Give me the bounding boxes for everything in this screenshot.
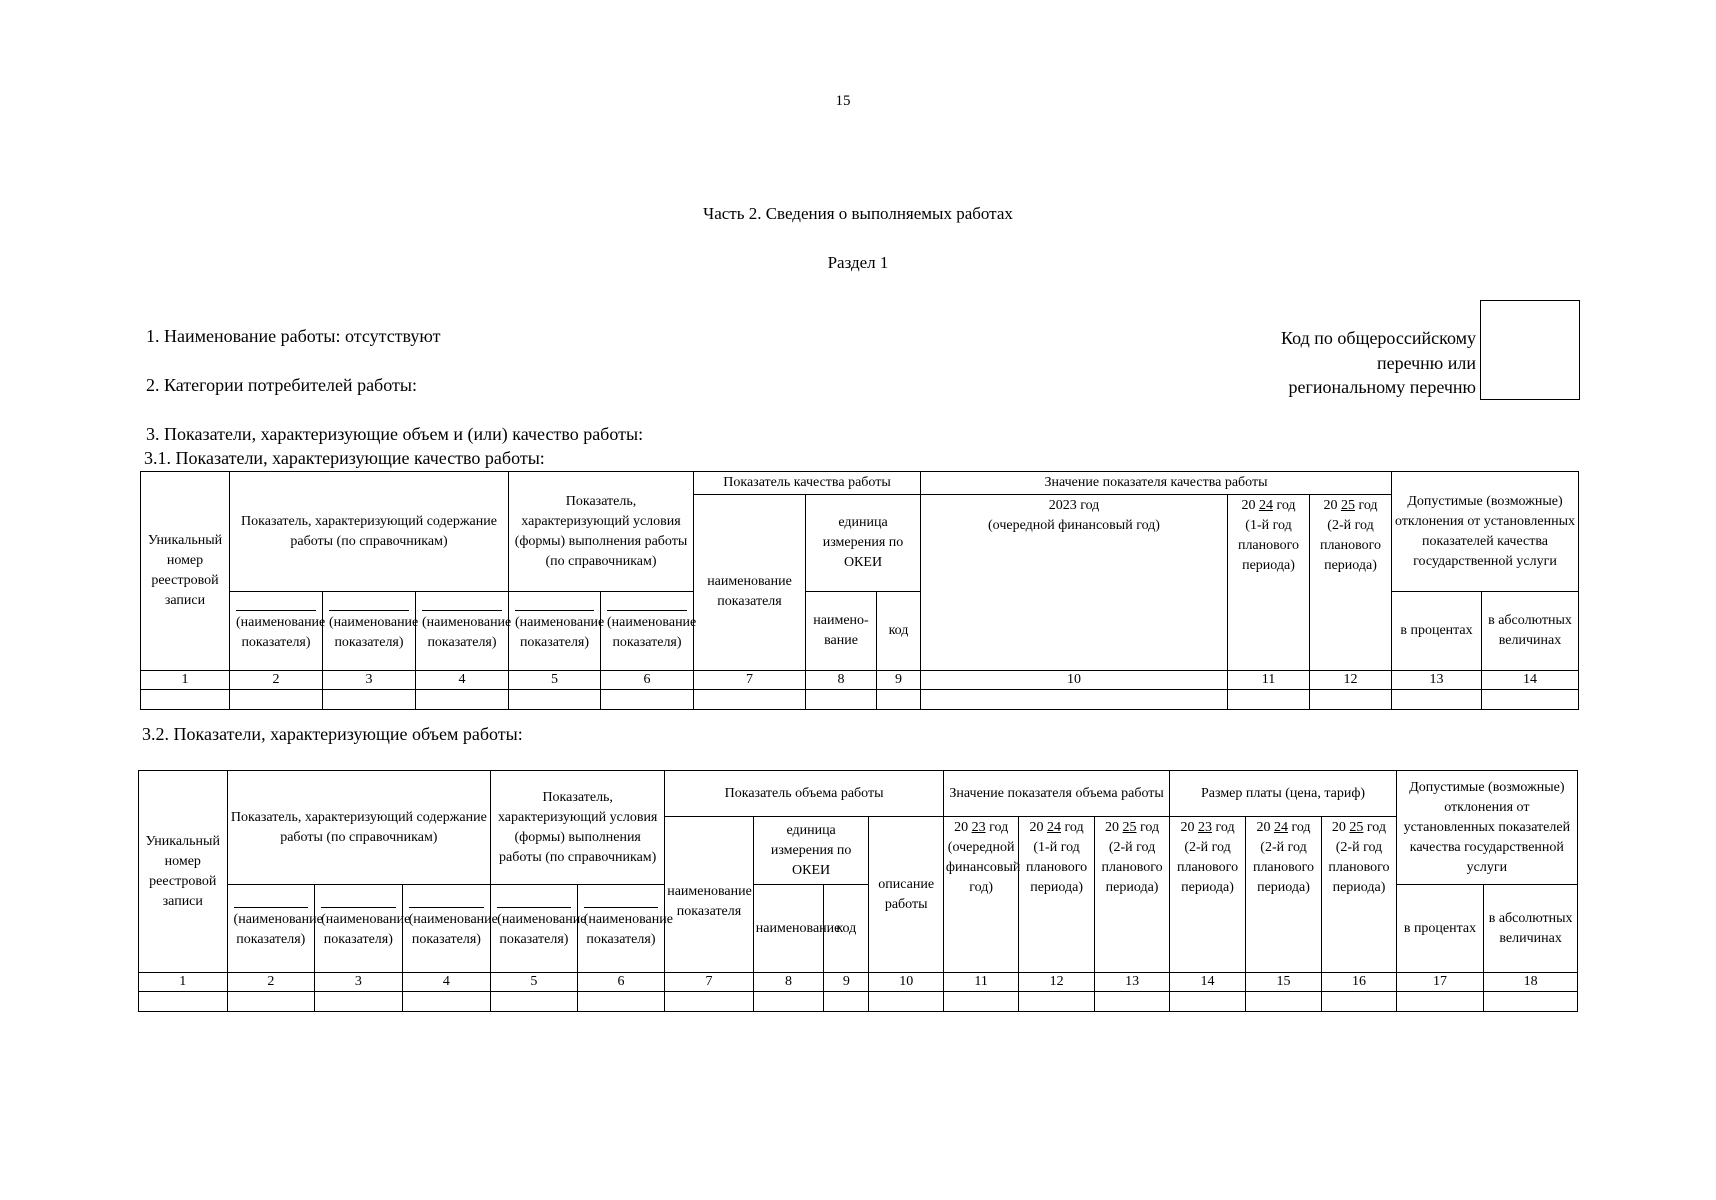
year-number: 24 bbox=[1047, 820, 1062, 835]
empty-cell[interactable] bbox=[491, 992, 578, 1012]
content-indicator-1-label: (наименование показателя) bbox=[234, 907, 309, 950]
content-indicator-2 bbox=[323, 592, 419, 671]
condition-indicator-2 bbox=[577, 885, 673, 973]
empty-cell[interactable] bbox=[1482, 690, 1579, 710]
okei-unit-header: единица измерения по ОКЕИ bbox=[806, 495, 921, 592]
year-2025-prefix: 20 bbox=[1323, 498, 1338, 513]
deviation-absolute-header: в абсолютных величинах bbox=[1482, 592, 1579, 671]
year-2025-note: (2-й год планового периода) bbox=[1319, 518, 1382, 573]
volume-indicators-table bbox=[138, 770, 1578, 1012]
column-number: 11 bbox=[943, 973, 1018, 992]
year-prefix: 20 bbox=[1331, 820, 1346, 835]
condition-indicator-1 bbox=[491, 885, 587, 973]
content-indicator-header: Показатель, характеризующий содержание работы (по справочникам) bbox=[230, 472, 509, 592]
empty-cell[interactable] bbox=[1392, 690, 1482, 710]
condition-indicator-1 bbox=[509, 592, 605, 671]
column-number: 12 bbox=[1310, 671, 1392, 690]
registry-code-label-line1: Код по общероссийскому bbox=[1281, 328, 1476, 348]
column-number: 8 bbox=[806, 671, 877, 690]
column-number: 17 bbox=[1396, 973, 1484, 992]
year-note: (2-й год планового периода) bbox=[1101, 840, 1163, 895]
work-description-header: описание работы bbox=[869, 817, 943, 973]
year-2024-prefix: 20 bbox=[1241, 498, 1256, 513]
year-number: 24 bbox=[1273, 820, 1288, 835]
indicators-line: 3. Показатели, характеризующие объем и (или) качество работы: bbox=[146, 424, 644, 444]
empty-cell[interactable] bbox=[1396, 992, 1484, 1012]
column-number-row bbox=[139, 973, 1578, 992]
column-number-row bbox=[141, 671, 1579, 690]
column-number: 2 bbox=[227, 973, 315, 992]
page-number: 15 bbox=[835, 93, 851, 109]
deviation-percent-header: в процентах bbox=[1392, 592, 1482, 671]
empty-cell[interactable] bbox=[877, 690, 921, 710]
value-year-2023-header bbox=[943, 817, 1021, 973]
content-indicator-2-label: (наименование показателя) bbox=[321, 907, 396, 950]
year-number: 23 bbox=[1197, 820, 1212, 835]
quality-indicator-header: Показатель качества работы bbox=[694, 472, 921, 495]
empty-cell[interactable] bbox=[1228, 690, 1310, 710]
empty-cell[interactable] bbox=[577, 992, 665, 1012]
empty-cell[interactable] bbox=[416, 690, 509, 710]
content-indicator-2-label: (наименование показателя) bbox=[329, 610, 409, 653]
column-number: 5 bbox=[509, 671, 601, 690]
deviation-absolute-header: в абсолютных величинах bbox=[1484, 885, 1578, 973]
empty-cell[interactable] bbox=[869, 992, 943, 1012]
unit-code-header: код bbox=[877, 592, 921, 671]
year-note: (2-й год планового периода) bbox=[1328, 840, 1390, 895]
year-label bbox=[1172, 818, 1242, 838]
deviation-header: Допустимые (возможные) отклонения от установленных показателей качества государственной услуги bbox=[1392, 472, 1579, 592]
year-2025-header bbox=[1310, 495, 1392, 671]
column-number: 9 bbox=[877, 671, 921, 690]
registry-code-label bbox=[1150, 326, 1476, 400]
year-2025-number: 25 bbox=[1340, 498, 1355, 513]
empty-cell[interactable] bbox=[141, 690, 230, 710]
column-number: 14 bbox=[1482, 671, 1579, 690]
column-number: 13 bbox=[1392, 671, 1482, 690]
year-label bbox=[1021, 818, 1091, 838]
empty-cell[interactable] bbox=[227, 992, 315, 1012]
empty-cell[interactable] bbox=[323, 690, 416, 710]
year-note: (2-й год планового периода) bbox=[1252, 840, 1315, 895]
column-number: 7 bbox=[694, 671, 806, 690]
content-indicator-3 bbox=[402, 885, 498, 973]
year-suffix: год bbox=[1366, 820, 1387, 835]
column-number: 9 bbox=[824, 973, 869, 992]
condition-indicator-1-label: (наименование показателя) bbox=[497, 907, 571, 950]
empty-cell[interactable] bbox=[665, 992, 754, 1012]
column-number: 3 bbox=[315, 973, 403, 992]
volume-value-header: Значение показателя объема работы bbox=[943, 771, 1169, 817]
unique-record-header: Уникальный номер реестровой записи bbox=[139, 771, 228, 973]
condition-indicator-2-label: (наименование показателя) bbox=[607, 610, 687, 653]
year-note: (2-й год планового периода) bbox=[1176, 840, 1239, 895]
empty-cell[interactable] bbox=[753, 992, 823, 1012]
year-2023-label: 2023 год bbox=[1048, 498, 1100, 513]
column-number: 4 bbox=[402, 973, 491, 992]
price-year-2023-header bbox=[1170, 817, 1245, 973]
empty-cell[interactable] bbox=[1484, 992, 1578, 1012]
column-number: 6 bbox=[601, 671, 694, 690]
empty-cell[interactable] bbox=[806, 690, 877, 710]
quality-value-header: Значение показателя качества работы bbox=[921, 472, 1392, 495]
year-2024-label bbox=[1230, 496, 1307, 516]
unit-code-header: код bbox=[824, 885, 869, 973]
indicator-name-header: наименование показателя bbox=[665, 817, 754, 973]
empty-cell[interactable] bbox=[943, 992, 1018, 1012]
table-row bbox=[139, 992, 1578, 1012]
indicator-name-header: наименование показателя bbox=[694, 495, 806, 671]
column-number: 10 bbox=[869, 973, 943, 992]
content-indicator-1 bbox=[227, 885, 323, 973]
column-number: 11 bbox=[1228, 671, 1310, 690]
quality-indicators-table bbox=[140, 471, 1579, 710]
year-suffix: год bbox=[1064, 820, 1084, 835]
year-number: 25 bbox=[1349, 820, 1364, 835]
year-number: 25 bbox=[1122, 820, 1137, 835]
registry-code-box[interactable] bbox=[1480, 300, 1580, 400]
column-number: 4 bbox=[416, 671, 509, 690]
column-number: 2 bbox=[230, 671, 323, 690]
column-number: 13 bbox=[1094, 973, 1169, 992]
content-indicator-3-label: (наименование показателя) bbox=[422, 610, 502, 653]
empty-cell[interactable] bbox=[230, 690, 323, 710]
content-indicator-1-label: (наименование показателя) bbox=[236, 610, 316, 653]
year-prefix: 20 bbox=[1105, 820, 1119, 835]
empty-cell[interactable] bbox=[1322, 992, 1396, 1012]
year-prefix: 20 bbox=[1029, 820, 1044, 835]
registry-code-label-line2: перечню или bbox=[1376, 352, 1476, 373]
work-name-line: 1. Наименование работы: отсутствуют bbox=[146, 326, 441, 346]
column-number: 16 bbox=[1322, 973, 1396, 992]
year-label bbox=[1248, 818, 1319, 838]
year-suffix: год bbox=[1215, 820, 1235, 835]
section-title: Раздел 1 bbox=[827, 253, 889, 272]
year-number: 23 bbox=[971, 820, 986, 835]
year-suffix: год bbox=[1140, 820, 1160, 835]
content-indicator-3-label: (наименование показателя) bbox=[409, 907, 485, 950]
column-number: 12 bbox=[1019, 973, 1094, 992]
year-suffix: год bbox=[989, 820, 1009, 835]
empty-cell[interactable] bbox=[1310, 690, 1392, 710]
column-number: 18 bbox=[1484, 973, 1578, 992]
year-2024-suffix: год bbox=[1276, 498, 1296, 513]
column-number: 1 bbox=[139, 973, 228, 992]
year-label bbox=[946, 818, 1016, 838]
condition-indicator-1-label: (наименование показателя) bbox=[515, 610, 594, 653]
empty-cell[interactable] bbox=[402, 992, 491, 1012]
price-header: Размер платы (цена, тариф) bbox=[1170, 771, 1396, 817]
empty-cell[interactable] bbox=[694, 690, 806, 710]
year-suffix: год bbox=[1291, 820, 1311, 835]
volume-indicator-header: Показатель объема работы bbox=[665, 771, 944, 817]
year-note: (очередной финансовый год) bbox=[945, 840, 1021, 895]
content-indicator-1 bbox=[230, 592, 326, 671]
year-2025-suffix: год bbox=[1358, 498, 1378, 513]
empty-cell[interactable] bbox=[824, 992, 869, 1012]
column-number: 14 bbox=[1170, 973, 1245, 992]
year-label bbox=[1097, 818, 1167, 838]
condition-indicator-2 bbox=[601, 592, 697, 671]
table-row bbox=[141, 690, 1579, 710]
value-year-2025-header bbox=[1094, 817, 1169, 973]
year-2025-label bbox=[1312, 496, 1389, 516]
price-year-2025-header bbox=[1322, 817, 1396, 973]
content-indicator-3 bbox=[416, 592, 512, 671]
year-2024-header bbox=[1228, 495, 1310, 671]
column-number: 1 bbox=[141, 671, 230, 690]
column-number: 8 bbox=[753, 973, 823, 992]
empty-cell[interactable] bbox=[1245, 992, 1321, 1012]
deviation-header: Допустимые (возможные) отклонения от установленных показателей качества государственной услуги bbox=[1396, 771, 1577, 885]
column-number: 5 bbox=[491, 973, 578, 992]
empty-cell[interactable] bbox=[1019, 992, 1094, 1012]
unit-name-header: наимено-вание bbox=[806, 592, 877, 671]
content-indicator-2 bbox=[315, 885, 411, 973]
column-number: 15 bbox=[1245, 973, 1321, 992]
part-title: Часть 2. Сведения о выполняемых работах bbox=[703, 204, 1013, 223]
column-number: 6 bbox=[577, 973, 665, 992]
year-prefix: 20 bbox=[954, 820, 969, 835]
deviation-percent-header: в процентах bbox=[1396, 885, 1484, 973]
column-number: 3 bbox=[323, 671, 416, 690]
price-year-2024-header bbox=[1245, 817, 1321, 973]
condition-indicator-2-label: (наименование показателя) bbox=[584, 907, 659, 950]
year-2023-header bbox=[921, 495, 1228, 671]
consumers-line: 2. Категории потребителей работы: bbox=[146, 375, 417, 395]
condition-indicator-header: Показатель, характеризующий условия (формы) выполнения работы (по справочникам) bbox=[491, 771, 665, 885]
year-label bbox=[1324, 818, 1393, 838]
unit-name-header: наименование bbox=[753, 885, 823, 973]
empty-cell[interactable] bbox=[601, 690, 694, 710]
year-prefix: 20 bbox=[1180, 820, 1195, 835]
condition-indicator-header: Показатель, характеризующий условия (формы) выполнения работы (по справочникам) bbox=[509, 472, 694, 592]
volume-heading: 3.2. Показатели, характеризующие объем работы: bbox=[142, 724, 523, 744]
year-note: (1-й год планового периода) bbox=[1026, 840, 1088, 895]
year-2024-note: (1-й год планового периода) bbox=[1237, 518, 1300, 573]
unique-record-header: Уникальный номер реестровой записи bbox=[141, 472, 230, 671]
empty-cell[interactable] bbox=[139, 992, 228, 1012]
okei-unit-header: единица измерения по ОКЕИ bbox=[753, 817, 869, 885]
value-year-2024-header bbox=[1019, 817, 1094, 973]
empty-cell[interactable] bbox=[921, 690, 1228, 710]
year-2023-note: (очередной финансовый год) bbox=[988, 518, 1160, 533]
empty-cell[interactable] bbox=[1094, 992, 1169, 1012]
content-indicator-header: Показатель, характеризующий содержание работы (по справочникам) bbox=[227, 771, 491, 885]
year-2024-number: 24 bbox=[1258, 498, 1273, 513]
empty-cell[interactable] bbox=[315, 992, 403, 1012]
quality-heading: 3.1. Показатели, характеризующие качество работы: bbox=[144, 448, 545, 468]
column-number: 7 bbox=[665, 973, 754, 992]
column-number: 10 bbox=[921, 671, 1228, 690]
year-prefix: 20 bbox=[1256, 820, 1271, 835]
empty-cell[interactable] bbox=[1170, 992, 1245, 1012]
registry-code-label-line3: региональному перечню bbox=[1288, 377, 1476, 397]
empty-cell[interactable] bbox=[509, 690, 601, 710]
